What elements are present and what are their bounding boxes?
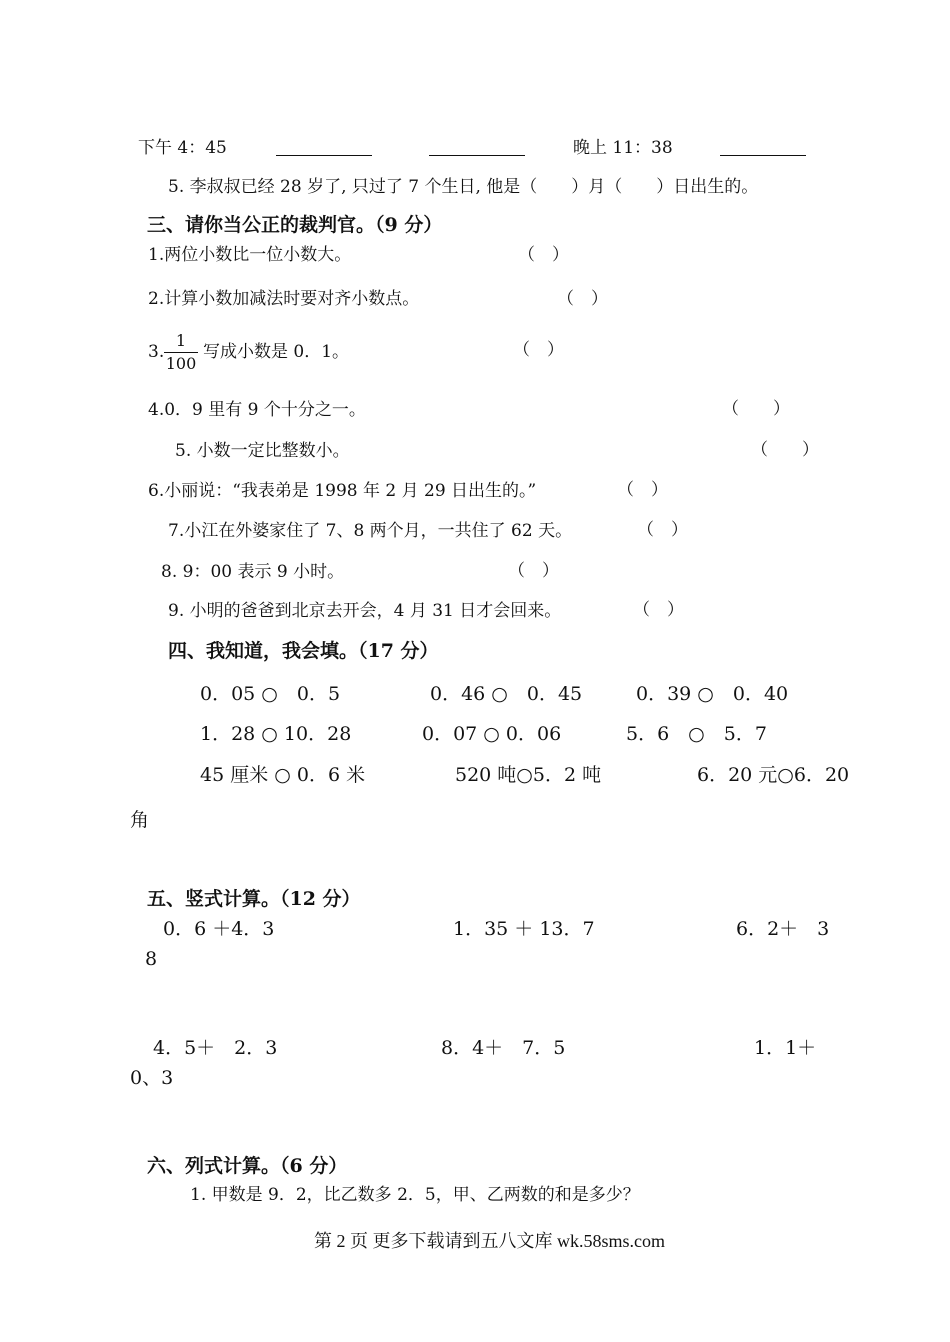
fraction-bar xyxy=(164,352,198,353)
section-3-title: 三、请你当公正的裁判官。（9 分） xyxy=(147,214,443,236)
vertical-calc-6: 1．1＋ xyxy=(754,1037,817,1059)
vertical-calc-6-wrap: 0、3 xyxy=(130,1067,174,1089)
question-5-birthday: 5. 李叔叔已经 28 岁了, 只过了 7 个生日, 他是（ ）月（ ）日出生的。 xyxy=(168,177,759,197)
section-4-title: 四、我知道，我会填。（17 分） xyxy=(168,640,439,662)
judge-paren-1[interactable]: （ ） xyxy=(518,245,569,265)
compare-3-1: 45 厘米 ○ 0．6 米 xyxy=(200,764,366,786)
vertical-calc-3: 6．2＋ 3 xyxy=(736,918,830,940)
judge-item-2: 2.计算小数加减法时要对齐小数点。 xyxy=(148,289,420,309)
fraction-denominator: 100 xyxy=(165,354,197,373)
list-calc-item-1: 1. 甲数是 9．2，比乙数多 2．5，甲、乙两数的和是多少？ xyxy=(190,1185,640,1205)
judge-item-8: 8. 9：00 表示 9 小时。 xyxy=(161,562,345,582)
compare-1-2: 0．46 ○ 0．45 xyxy=(430,683,583,705)
compare-3-2: 520 吨○5．2 吨 xyxy=(455,764,602,786)
judge-paren-6[interactable]: （ ） xyxy=(617,480,668,500)
page-footer: 第 2 页 更多下载请到五八文库 wk.58sms.com xyxy=(314,1231,665,1251)
vertical-calc-5: 8．4＋ 7．5 xyxy=(441,1037,566,1059)
judge-item-1: 1.两位小数比一位小数大。 xyxy=(148,245,352,265)
compare-3-3: 6．20 元○6．20 xyxy=(697,764,850,786)
judge-item-3-prefix: 3. xyxy=(148,342,165,362)
section-6-title: 六、列式计算。（6 分） xyxy=(147,1155,348,1177)
compare-2-1: 1．28 ○ 10．28 xyxy=(200,723,352,745)
vertical-calc-4: 4．5＋ 2．3 xyxy=(153,1037,278,1059)
vertical-calc-3-wrap: 8 xyxy=(145,948,158,970)
compare-1-3: 0．39 ○ 0．40 xyxy=(636,683,789,705)
fraction-1-100 xyxy=(164,332,198,373)
judge-paren-2[interactable]: （ ） xyxy=(557,289,608,309)
judge-paren-4[interactable]: （ ） xyxy=(722,399,790,419)
answer-blank-2[interactable] xyxy=(429,155,525,156)
compare-1-1: 0．05 ○ 0．5 xyxy=(200,683,341,705)
answer-blank-1[interactable] xyxy=(276,155,372,156)
judge-item-3: 写成小数是 0．1。 xyxy=(203,342,350,362)
compare-2-3: 5．6 ○ 5．7 xyxy=(626,723,767,745)
judge-item-5: 5. 小数一定比整数小。 xyxy=(175,441,350,461)
judge-item-7: 7.小江在外婆家住了 7、8 两个月，一共住了 62 天。 xyxy=(168,521,573,541)
judge-paren-8[interactable]: （ ） xyxy=(508,561,559,581)
judge-paren-9[interactable]: （ ） xyxy=(633,600,684,620)
vertical-calc-1: 0．6 ＋4．3 xyxy=(163,918,275,940)
judge-item-4: 4.0．9 里有 9 个十分之一。 xyxy=(148,400,366,420)
compare-3-3-wrap: 角 xyxy=(130,809,150,831)
section-5-title: 五、竖式计算。（12 分） xyxy=(147,888,361,910)
answer-blank-3[interactable] xyxy=(720,155,806,156)
time-pm-label: 下午 4：45 xyxy=(138,138,227,158)
fraction-numerator: 1 xyxy=(175,331,187,350)
judge-item-9: 9. 小明的爸爸到北京去开会，4 月 31 日才会回来。 xyxy=(168,601,562,621)
time-night-label: 晚上 11：38 xyxy=(573,138,673,158)
vertical-calc-2: 1．35 ＋ 13．7 xyxy=(453,918,595,940)
judge-paren-3[interactable]: （ ） xyxy=(513,340,564,360)
compare-2-2: 0．07 ○ 0．06 xyxy=(422,723,562,745)
judge-item-6: 6.小丽说：“我表弟是 1998 年 2 月 29 日出生的。” xyxy=(148,481,537,501)
judge-paren-5[interactable]: （ ） xyxy=(751,440,819,460)
judge-paren-7[interactable]: （ ） xyxy=(637,520,688,540)
